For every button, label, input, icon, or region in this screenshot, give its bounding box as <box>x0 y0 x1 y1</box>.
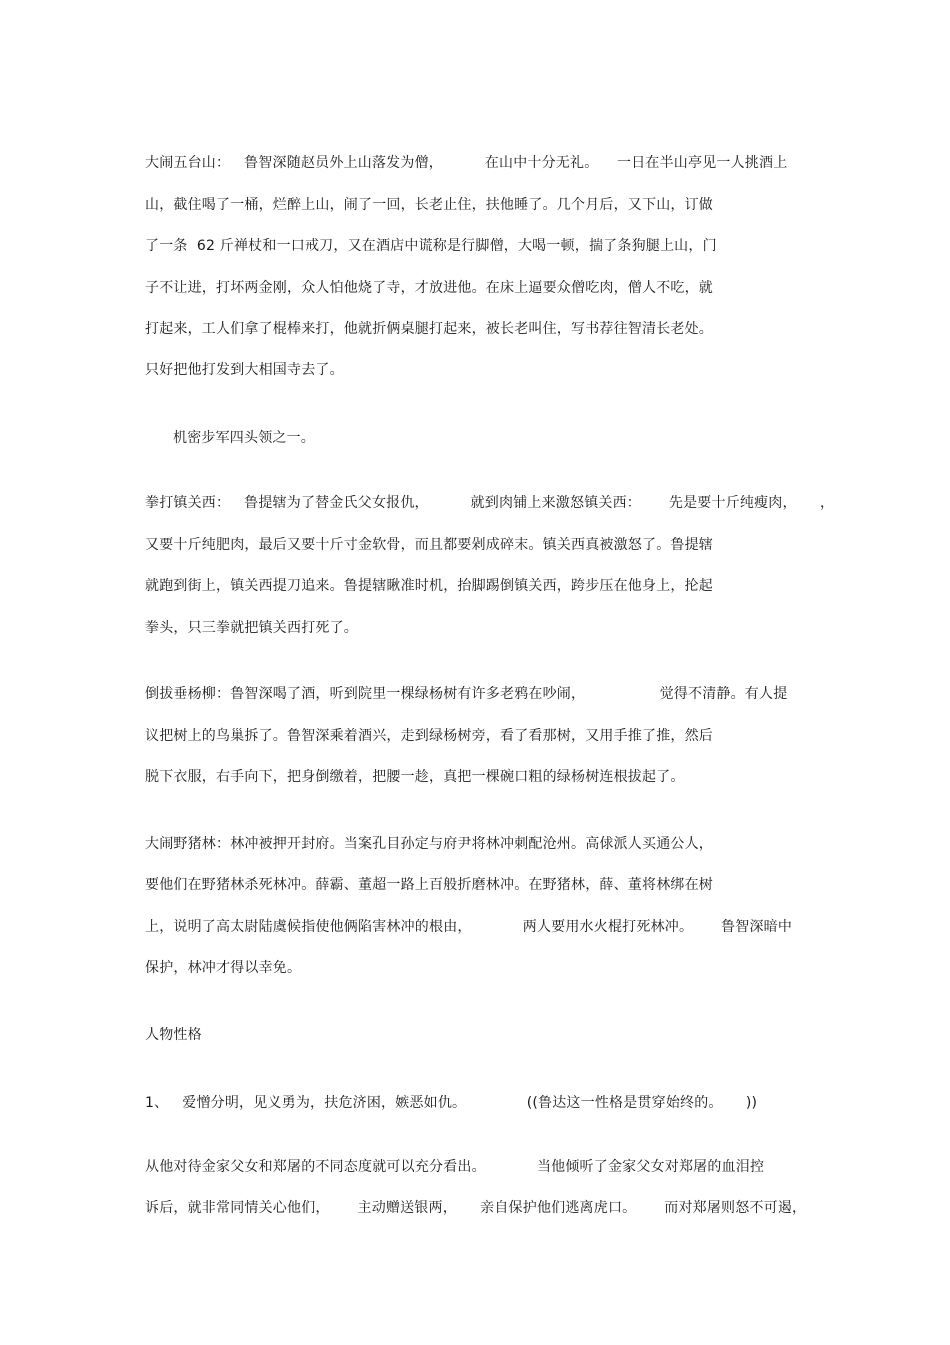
text-line: 上，说明了高太尉陆虞候指使他俩陷害林冲的根由， 两人要用水火棍打死林冲。 鲁智深暗中 <box>145 919 793 935</box>
text-line: 了一条 62 斤禅杖和一口戒刀，又在酒店中谎称是行脚僧，大喝一顿，揣了条狗腿上山，门 <box>145 238 717 254</box>
text-line: 大闹野猪林：林冲被押开封府。当案孔目孙定与府尹将林冲刺配沧州。高俅派人买通公人， <box>145 836 713 852</box>
text-line: 诉后，就非常同情关心他们， 主动赠送银两， 亲自保护他们逃离虎口。 而对郑屠则怒不可遏， <box>145 1200 807 1216</box>
text-line: 子不让进，打坏两金刚，众人怕他烧了寺，才放进他。在床上逼要众僧吃肉，僧人不吃，就 <box>145 280 713 296</box>
text-line: 打起来，工人们拿了棍棒来打，他就折俩桌腿打起来，被长老叫住，写书荐往智清长老处。 <box>145 321 713 337</box>
text-line: 机密步军四头领之一。 <box>173 430 315 446</box>
text-line: 拳头，只三拳就把镇关西打死了。 <box>145 620 358 636</box>
text-line: 议把树上的鸟巢拆了。鲁智深乘着酒兴，走到绿杨树旁，看了看那树，又用手推了推，然后 <box>145 728 713 744</box>
text-line: 脱下衣服，右手向下，把身倒缴着，把腰一趁，真把一棵碗口粗的绿杨树连根拔起了。 <box>145 769 685 785</box>
text-line: 拳打镇关西： 鲁提辖为了替金氏父女报仇， 就到肉铺上来激怒镇关西： 先是要十斤纯瘦肉， ， <box>145 495 835 511</box>
text-line: 只好把他打发到大相国寺去了。 <box>145 362 344 378</box>
text-line: 又要十斤纯肥肉，最后又要十斤寸金软骨，而且都要剁成碎末。镇关西真被激怒了。鲁提辖 <box>145 537 713 553</box>
text-line: 要他们在野猪林杀死林冲。薛霸、董超一路上百般折磨林冲。在野猪林，薛、董将林绑在树 <box>145 877 713 893</box>
text-line: 1、 爱憎分明，见义勇为，扶危济困，嫉恶如仇。 ((鲁达这一性格是贯穿始终的。 )) <box>145 1095 758 1111</box>
section-heading: 人物性格 <box>145 1027 202 1043</box>
text-line: 从他对待金家父女和郑屠的不同态度就可以充分看出。 当他倾听了金家父女对郑屠的血泪控 <box>145 1159 765 1175</box>
text-line: 大闹五台山： 鲁智深随赵员外上山落发为僧， 在山中十分无礼。 一日在半山亭见一人挑酒上 <box>145 155 788 171</box>
text-line: 保护，林冲才得以幸免。 <box>145 960 302 976</box>
text-line: 山，截住喝了一桶，烂醉上山，闹了一回，长老止住，扶他睡了。几个月后，又下山，订做 <box>145 197 713 213</box>
text-line: 就跑到街上，镇关西提刀追来。鲁提辖瞅准时机，抬脚踢倒镇关西，跨步压在他身上，抡起 <box>145 578 713 594</box>
text-line: 倒拔垂杨柳：鲁智深喝了酒，听到院里一棵绿杨树有许多老鸦在吵闹， 觉得不清静。有人提 <box>145 686 788 702</box>
